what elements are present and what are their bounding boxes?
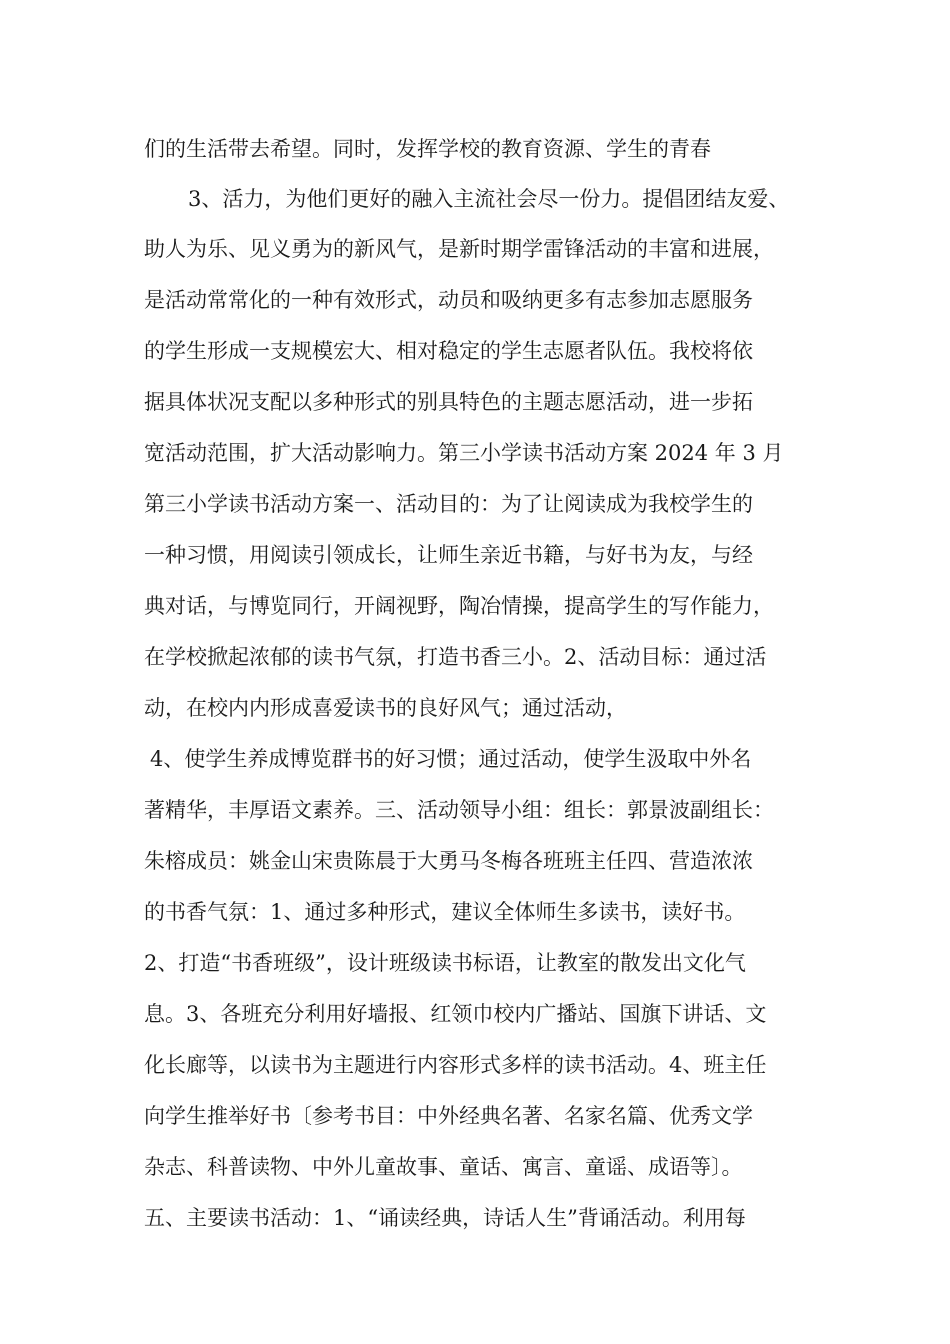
text-line-4: 是活动常常化的一种有效形式，动员和吸纳更多有志参加志愿服务 <box>144 288 753 312</box>
text-line-11: 在学校掀起浓郁的读书气氛，打造书香三小。2、活动目标：通过活 <box>144 645 767 669</box>
text-line-6: 据具体状况支配以多种形式的别具特色的主题志愿活动，进一步拓 <box>144 390 753 414</box>
text-line-19: 化长廊等，以读书为主题进行内容形式多样的读书活动。4、班主任 <box>144 1053 767 1077</box>
text-line-12: 动，在校内内形成喜爱读书的良好风气；通过活动， <box>144 696 627 720</box>
text-line-21: 杂志、科普读物、中外儿童故事、童话、寓言、童谣、成语等〕。 <box>144 1155 743 1179</box>
text-line-10: 典对话，与博览同行，开阔视野，陶冶情操，提高学生的写作能力， <box>144 594 774 618</box>
text-line-14: 著精华，丰厚语文素养。三、活动领导小组：组长：郭景波副组长： <box>144 798 774 822</box>
text-line-17: 2、打造“书香班级”，设计班级读书标语，让教室的散发出文化气 <box>144 951 746 975</box>
text-line-13: 4、使学生养成博览群书的好习惯；通过活动，使学生汲取中外名 <box>150 747 752 771</box>
text-line-2: 3、活力，为他们更好的融入主流社会尽一份力。提倡团结友爱、 <box>188 187 790 211</box>
text-line-7: 宽活动范围，扩大活动影响力。第三小学读书活动方案 2024 年 3 月 <box>144 441 784 465</box>
text-line-18: 息。3、各班充分利用好墙报、红领巾校内广播站、国旗下讲话、文 <box>144 1002 767 1026</box>
text-line-22: 五、主要读书活动：1、“诵读经典，诗话人生”背诵活动。利用每 <box>144 1206 746 1230</box>
text-line-9: 一种习惯，用阅读引领成长，让师生亲近书籍，与好书为友，与经 <box>144 543 753 567</box>
text-line-3: 助人为乐、见义勇为的新风气，是新时期学雷锋活动的丰富和进展， <box>144 237 774 261</box>
text-line-1: 们的生活带去希望。同时，发挥学校的教育资源、学生的青春 <box>144 137 711 161</box>
text-line-8: 第三小学读书活动方案一、活动目的：为了让阅读成为我校学生的 <box>144 492 753 516</box>
text-line-15: 朱榕成员：姚金山宋贵陈晨于大勇马冬梅各班班主任四、营造浓浓 <box>144 849 753 873</box>
text-line-16: 的书香气氛：1、通过多种形式，建议全体师生多读书，读好书。 <box>144 900 746 924</box>
text-line-20: 向学生推举好书〔参考书目：中外经典名著、名家名篇、优秀文学 <box>144 1104 753 1128</box>
text-line-5: 的学生形成一支规模宏大、相对稳定的学生志愿者队伍。我校将依 <box>144 339 753 363</box>
